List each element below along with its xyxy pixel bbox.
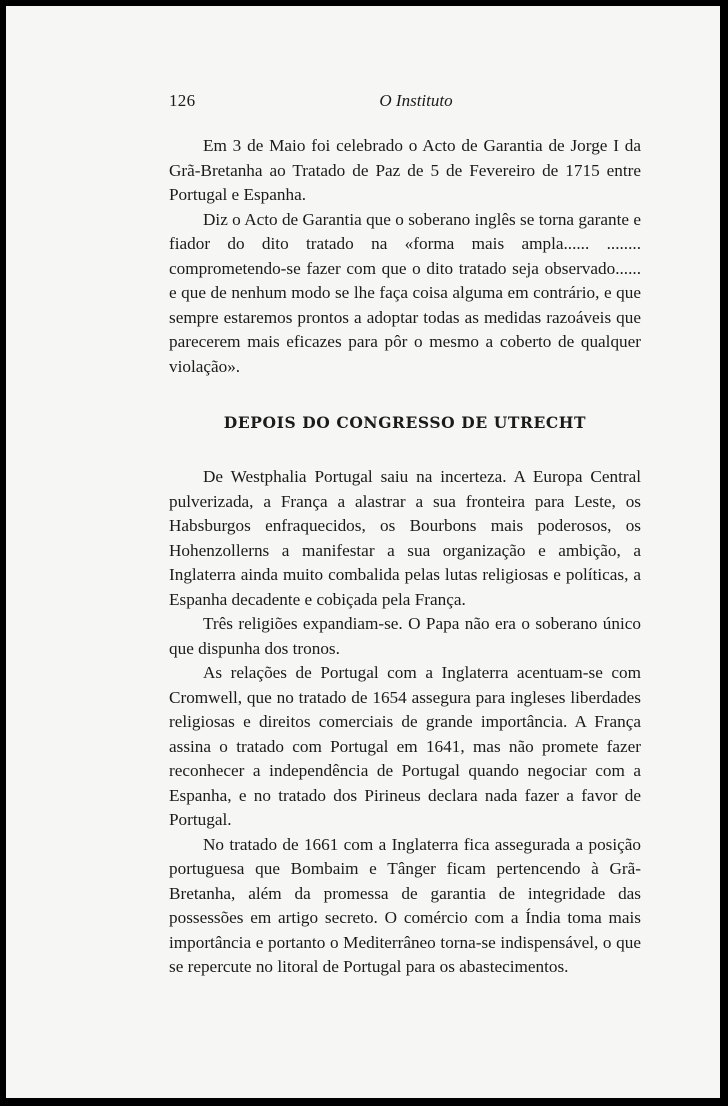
body-text xyxy=(169,134,641,980)
page-number: 126 xyxy=(169,91,196,110)
book-page xyxy=(6,6,720,1098)
paragraph-relacoes-inglaterra: As relações de Portugal com a Inglaterra acentuam-se com Cromwell, que no tratado de 1654 assegura para ingleses liberdades religiosas e direitos comerciais de grande importância. A França assina o tratado com Portugal em 1641, mas não promete fazer reconhecer a independência de Portugal quando negociar com a Espanha, e no tratado dos Pirineus declara nada fazer a favor de Portugal. xyxy=(169,663,641,829)
section-heading: DEPOIS DO CONGRESSO DE UTRECHT xyxy=(223,413,587,432)
paragraph-tratado-1661: No tratado de 1661 com a Inglaterra fica assegurada a posição portuguesa que Bombaim e Tânger ficam pertencendo à Grã-Bretanha, além da promessa de garantia de integridade das possessões em artigo secreto. O comércio com a Índia toma mais importância e portanto o Mediterrâneo torna-se indispensável, o que se repercute no litoral de Portugal para os abastecimentos. xyxy=(169,834,641,976)
paragraph-acto-garantia-date: Em 3 de Maio foi celebrado o Acto de Garantia de Jorge I da Grã-Bretanha ao Tratado de Paz de 5 de Fevereiro de 1715 entre Portugal e Espanha. xyxy=(169,136,641,204)
running-title: O Instituto xyxy=(379,91,453,110)
paragraph-religioes: Três religiões expandiam-se. O Papa não era o soberano único que dispunha dos tronos. xyxy=(169,614,641,658)
paragraph-westphalia: De Westphalia Portugal saiu na incerteza. A Europa Central pulverizada, a França a alastrar a sua fronteira para Leste, os Habsburgos enfraquecidos, os Bourbons mais poderosos, os Hohenzollerns a manifestar a sua organização e ambição, a Inglaterra ainda muito combalida pelas lutas religiosas e políticas, a Espanha decadente e cobiçada pela França. xyxy=(169,467,641,609)
page-header xyxy=(169,91,641,117)
paragraph-acto-garantia-terms: Diz o Acto de Garantia que o soberano inglês se torna garante e fiador do dito tratado na «forma mais ampla...... ........ comprometendo-se fazer com que o dito tratado seja observado...... e que de nenhum modo se lhe faça coisa alguma em contrário, e que sempre estaremos prontos a adoptar todas as medidas razoáveis que parecerem mais eficazes para pôr o mesmo a coberto de qualquer violação». xyxy=(169,209,641,376)
